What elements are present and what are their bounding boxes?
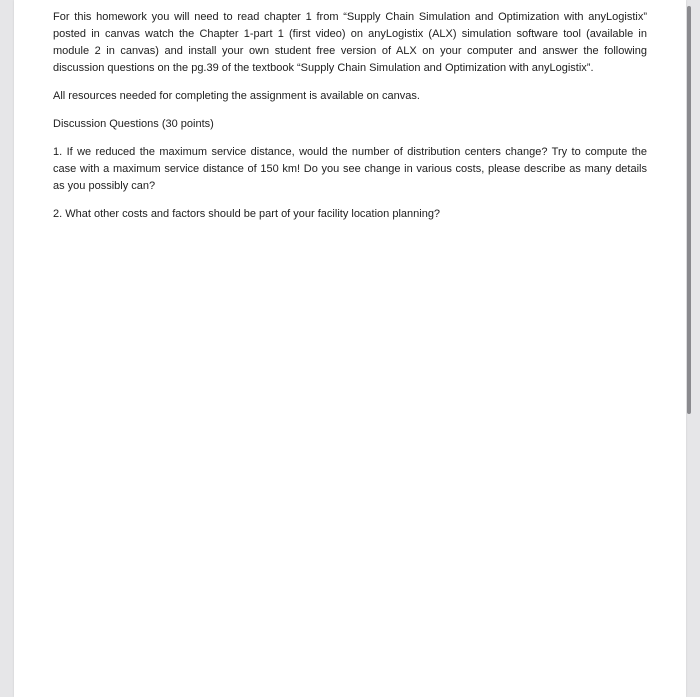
vertical-scrollbar[interactable] xyxy=(689,0,697,697)
question-1: 1. If we reduced the maximum service distance, would the number of distribution centers change? Try to compute the case with a maximum service distance of 150 km! Do you see change in various costs, please describe as many details as you possibly can? xyxy=(53,146,647,192)
document-page xyxy=(14,0,686,697)
page-content xyxy=(53,9,647,234)
intro-paragraph: For this homework you will need to read chapter 1 from “Supply Chain Simulation and Optimization with anyLogistix” posted in canvas watch the Chapter 1-part 1 (first video) on anyLogistix (ALX) simulation software tool (available in module 2 in canvas) and install your own student free version of ALX on your computer and answer the following discussion questions on the pg.39 of the textbook “Supply Chain Simulation and Optimization with anyLogistix”. xyxy=(53,11,647,74)
scrollbar-thumb[interactable] xyxy=(687,6,691,414)
discussion-heading: Discussion Questions (30 points) xyxy=(53,118,214,130)
question-2: 2. What other costs and factors should be part of your facility location planning? xyxy=(53,208,441,220)
resources-paragraph: All resources needed for completing the assignment is available on canvas. xyxy=(53,90,420,102)
